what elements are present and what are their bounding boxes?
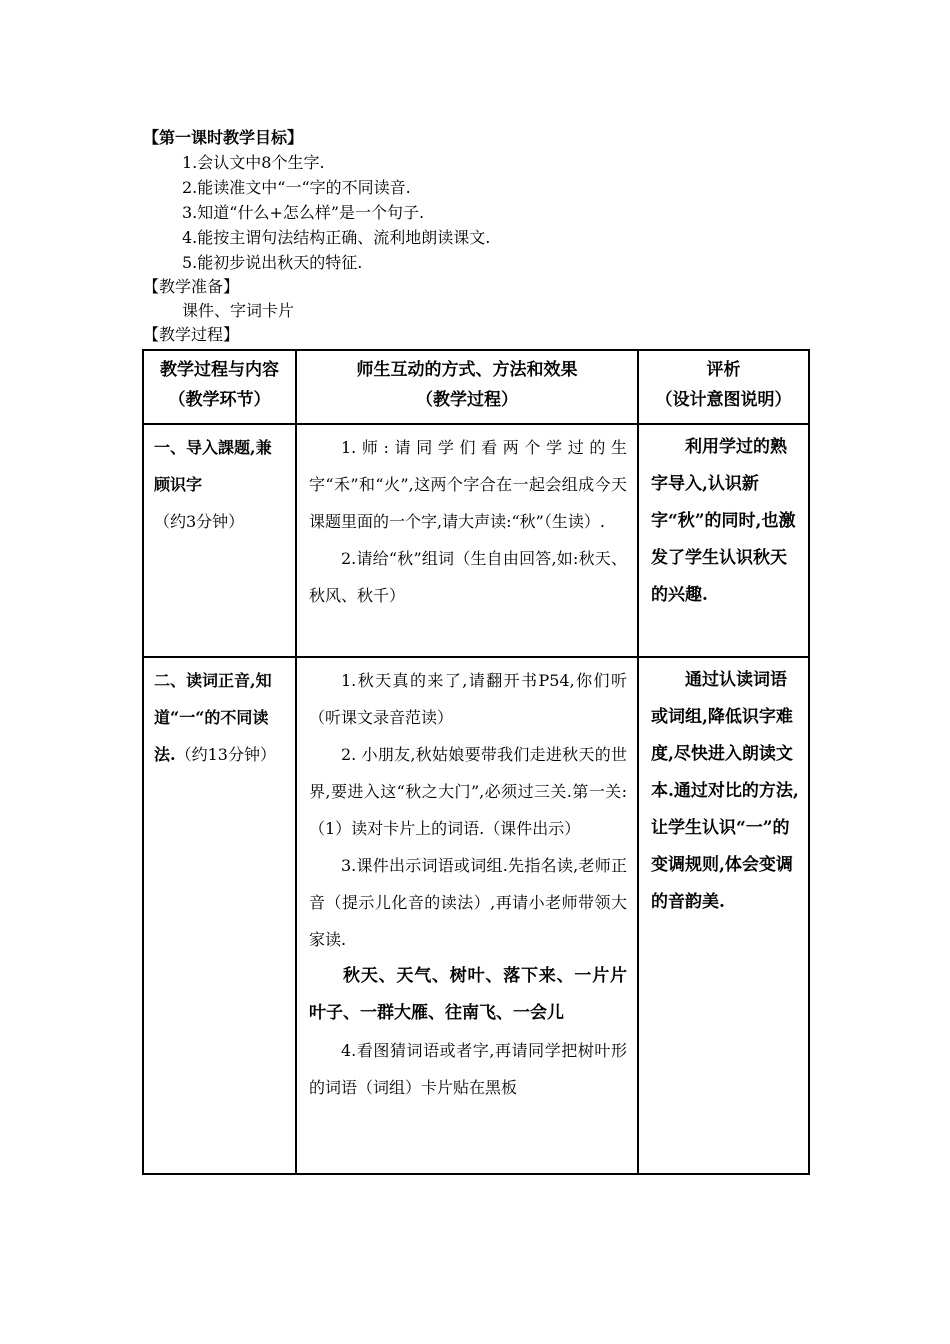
goal-item: 1.会认文中8个生字. [182,153,325,172]
goal-item: 2.能读准文中“一“字的不同读音. [182,178,411,197]
prep-text: 课件、字词卡片 [182,301,295,320]
table-row [143,424,809,657]
goal-item: 5.能初步说出秋天的特征. [182,253,363,272]
analysis-cell: 通过认读词语或词组,降低识字难度,尽快进入朗读文本.通过对比的方法,让学生认识“一”的变调规则,体会变调的音韵美. [638,657,809,1174]
process-heading: 【教学过程】 [143,325,240,344]
goal-item: 3.知道“什么+怎么样”是一个句子. [182,203,425,222]
goal-item: 4.能按主谓句法结构正确、流利地朗读课文. [182,228,491,247]
stage-cell: 一、导入課题,兼顾识字（约3分钟） [143,424,296,657]
header-analysis: 评析 （设计意图说明） [638,350,809,424]
analysis-cell: 利用学过的熟字导入,认识新字“秋”的同时,也激发了学生认识秋天的兴趣. [638,424,809,657]
lesson-table [142,349,810,1175]
prep-heading: 【教学准备】 [143,277,240,296]
word-list: 秋天、天气、树叶、落下来、一片片叶子、一群大雁、往南飞、一会儿 [309,966,627,1023]
goals-heading: 【第一课时教学目标】 [143,128,304,147]
process-cell: 1.秋天真的来了,请翻开书P54,你们听（听课文录音范读） 2. 小朋友,秋姑娘要带我们走进秋天的世界,要进入这“秋之大门”,必须过三关.第一关:（1）读对卡片上的词语.（课件出示） 3.课件出示词语或词组.先指名读,老师正音（提示儿化音的读法）,再请小老师带领大家读. 秋天、天气、树叶、落下来、一片片叶子、一群大雁、往南飞、一会儿 4.看图猜词语或者字,再请同学把树叶形的词语（词组）卡片贴在黑板 [296,657,638,1174]
table-header-row [143,350,809,424]
header-stage: 教学过程与内容 （教学环节） [143,350,296,424]
table-row [143,657,809,1174]
stage-cell: 二、读词正音,知道“一“的不同读法.（约13分钟） [143,657,296,1174]
header-process: 师生互动的方式、方法和效果 （教学过程） [296,350,638,424]
process-cell: 1.师:请同学们看两个学过的生字“禾”和“火”,这两个字合在一起会组成今天课题里面的一个字,请大声读:“秋”（生读）. 2.请给“秋”组词（生自由回答,如:秋天、秋风、秋千） [296,424,638,657]
